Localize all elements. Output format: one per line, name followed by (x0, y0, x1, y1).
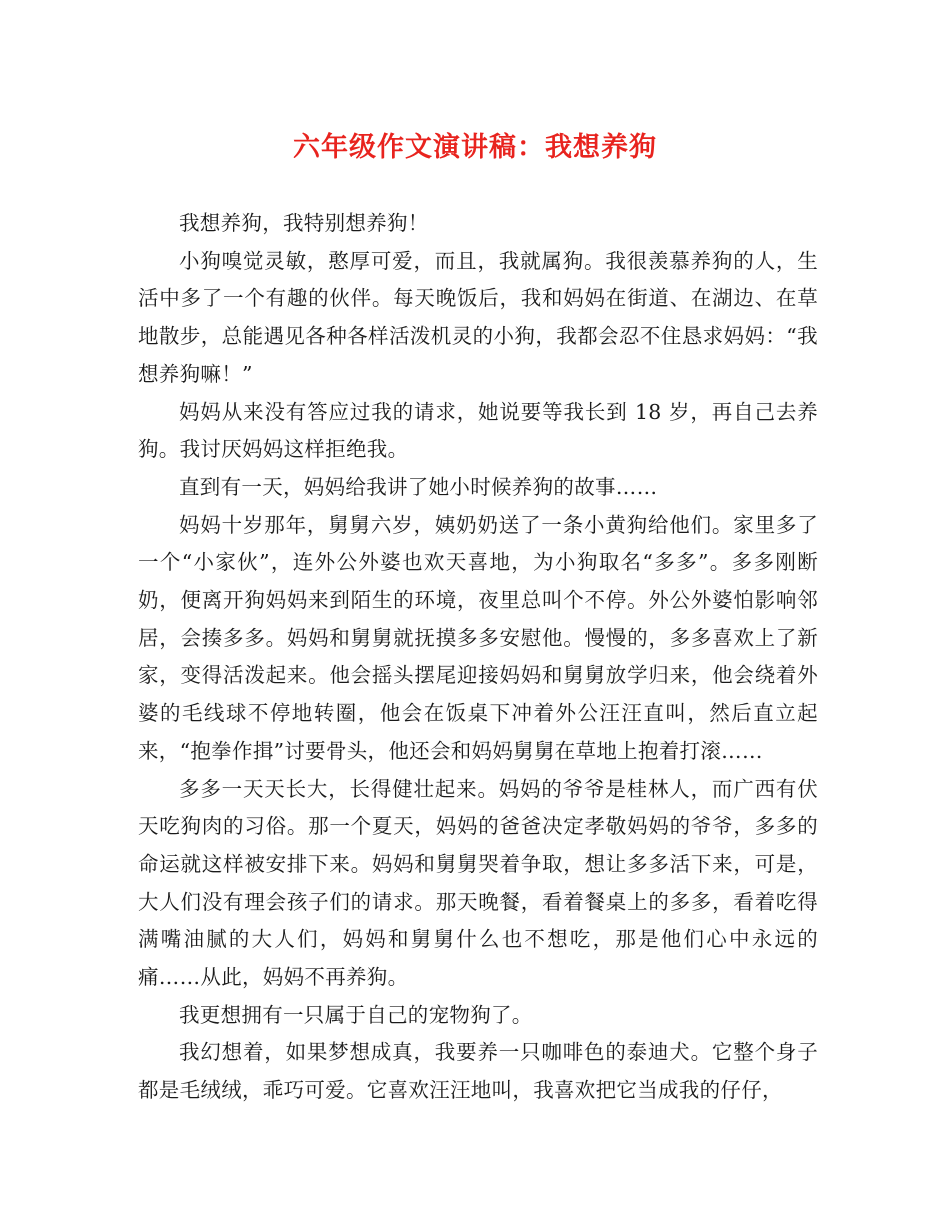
document-title: 六年级作文演讲稿：我想养狗 (293, 132, 657, 163)
paragraph-6: 多多一天天长大，长得健壮起来。妈妈的爷爷是桂林人，而广西有伏天吃狗肉的习俗。那一个夏天，妈妈的爸爸决定孝敬妈妈的爷爷，多多的命运就这样被安排下来。妈妈和舅舅哭着争取，想让多多活下来，可是，大人们没有理会孩子们的请求。那天晚餐，看着餐桌上的多多，看着吃得满嘴油腻的大人们，妈妈和舅舅什么也不想吃，那是他们心中永远的痛……从此，妈妈不再养狗。 (138, 776, 818, 990)
paragraph-3: 妈妈从来没有答应过我的请求，她说要等我长到 18 岁，再自己去养狗。我讨厌妈妈这样拒绝我。 (138, 399, 818, 462)
paragraph-8: 我幻想着，如果梦想成真，我要养一只咖啡色的泰迪犬。它整个身子都是毛绒绒，乖巧可爱。它喜欢汪汪地叫，我喜欢把它当成我的仔仔， (138, 1040, 818, 1103)
paragraph-1: 我想养狗，我特别想养狗！ (179, 211, 429, 235)
paragraph-5: 妈妈十岁那年，舅舅六岁，姨奶奶送了一条小黄狗给他们。家里多了一个“小家伙”，连外公外婆也欢天喜地，为小狗取名“多多”。多多刚断奶，便离开狗妈妈来到陌生的环境，夜里总叫个不停。外公外婆怕影响邻居，会揍多多。妈妈和舅舅就抚摸多多安慰他。慢慢的，多多喜欢上了新家，变得活泼起来。他会摇头摆尾迎接妈妈和舅舅放学归来，他会绕着外婆的毛线球不停地转圈，他会在饭桌下冲着外公汪汪直叫，然后直立起来，“抱拳作揖”讨要骨头，他还会和妈妈舅舅在草地上抱着打滚…… (138, 512, 818, 763)
paragraph-7: 我更想拥有一只属于自己的宠物狗了。 (179, 1002, 533, 1027)
paragraph-2: 小狗嗅觉灵敏，憨厚可爱，而且，我就属狗。我很羡慕养狗的人，生活中多了一个有趣的伙伴。每天晚饭后，我和妈妈在街道、在湖边、在草地散步，总能遇见各种各样活泼机灵的小狗，我都会忍不住恳求妈妈：“我想养狗嘛！” (138, 248, 818, 386)
document-body (138, 205, 818, 1110)
paragraph-4: 直到有一天，妈妈给我讲了她小时候养狗的故事…… (179, 474, 658, 499)
